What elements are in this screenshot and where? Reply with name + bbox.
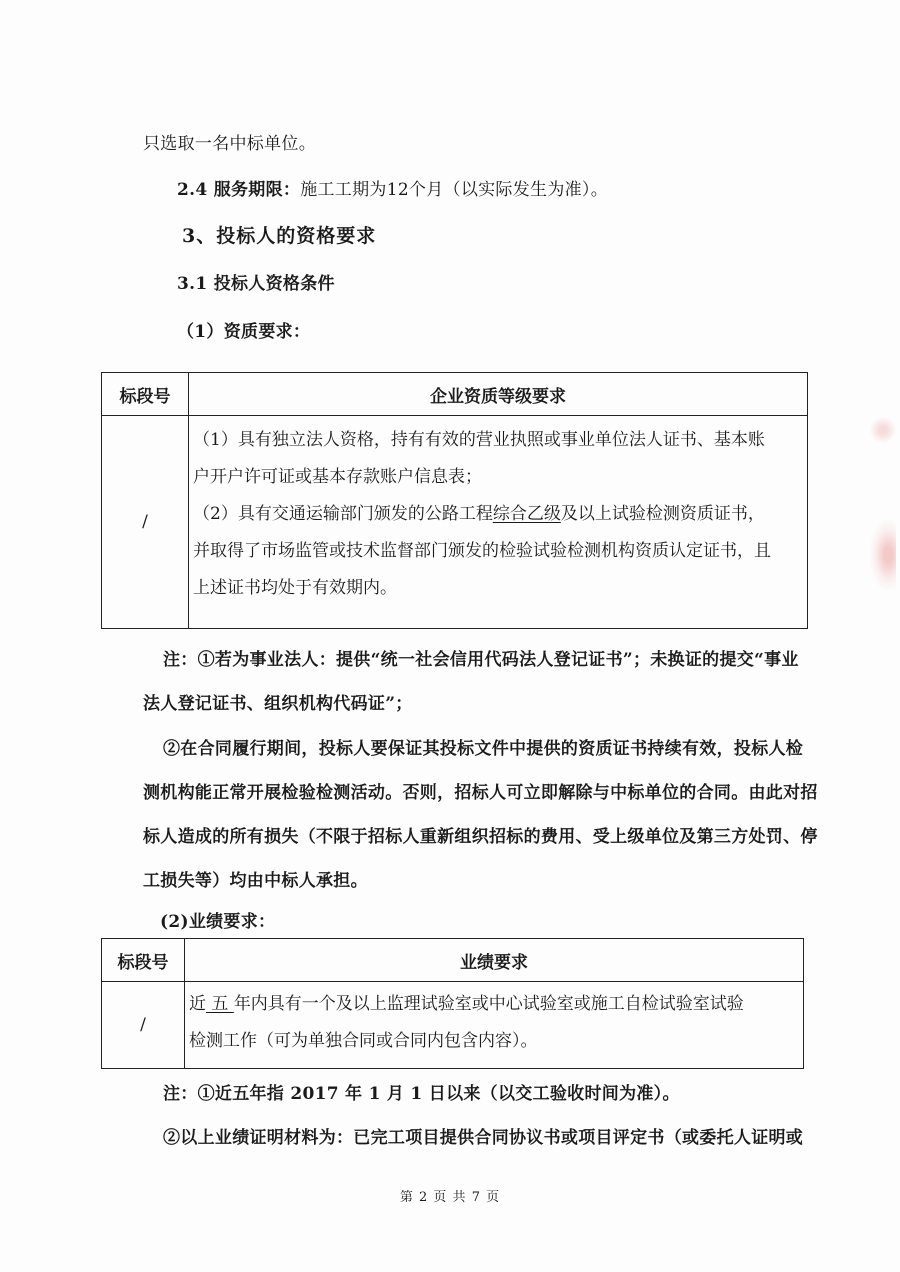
performance-line-2: 检测工作（可为单独合同或合同内包含内容）。 — [189, 1031, 538, 1051]
note-2-line-4: 工损失等）均由中标人承担。 — [143, 871, 368, 891]
paragraph-service-period — [177, 178, 608, 202]
table-header-row — [102, 939, 804, 982]
table-header-section-no: 标段号 — [102, 939, 185, 982]
performance-note-1: 注：①近五年指 2017 年 1 月 1 日以来（以交工验收时间为准）。 — [163, 1084, 680, 1104]
table-header-section-no: 标段号 — [102, 373, 189, 416]
performance-note-2: ②以上业绩证明材料为：已完工项目提供合同协议书或项目评定书（或委托人证明或 — [163, 1128, 804, 1148]
note-2-line-1: ②在合同履行期间，投标人要保证其投标文件中提供的资质证书持续有效，投标人检 — [163, 739, 804, 759]
note-2-line-2: 测机构能正常开展检验检测活动。否则，招标人可立即解除与中标单位的合同。由此对招 — [143, 783, 818, 803]
table-header-performance: 业绩要求 — [185, 939, 804, 982]
service-period-text: 施工工期为12个月（以实际发生为准）。 — [300, 180, 609, 200]
qualification-line-3 — [189, 496, 807, 533]
note-1-line-2: 法人登记证书、组织机构代码证”； — [143, 694, 413, 714]
table-header-row — [102, 373, 808, 416]
qualification-line-2: 户开户许可证或基本存款账户信息表； — [193, 467, 482, 487]
performance-line-1 — [185, 986, 803, 1023]
table-row — [102, 416, 808, 629]
qualification-line-4: 并取得了市场监管或技术监督部门颁发的检验试验检测机构资质认定证书，且 — [193, 541, 771, 561]
seal-fragment-top — [870, 416, 896, 444]
service-period-label: 2.4 服务期限： — [177, 180, 301, 200]
note-2-line-3: 标人造成的所有损失（不限于招标人重新组织招标的费用、受上级单位及第三方处罚、停 — [143, 827, 818, 847]
qualification-line-1: （1）具有独立法人资格，持有有效的营业执照或事业单位法人证书、基本账 — [193, 430, 765, 450]
qualification-table — [101, 372, 808, 629]
qualification-line-3-head: （2）具有交通运输部门颁发的公路工程 — [193, 504, 493, 524]
note-1-line-1: 注：①若为事业法人：提供“统一社会信用代码法人登记证书”；未换证的提交“事业 — [163, 650, 799, 670]
table-row — [102, 982, 804, 1069]
table-cell-performance — [185, 982, 804, 1069]
seal-fragment-edge — [870, 520, 896, 590]
qualification-grade: 综合乙级 — [492, 504, 561, 524]
page-footer: 第 2 页 共 7 页 — [399, 1190, 501, 1205]
performance-table — [101, 938, 804, 1069]
section-heading-3-1: 3.1 投标人资格条件 — [177, 274, 335, 294]
section-heading-3: 3、投标人的资格要求 — [182, 225, 377, 247]
performance-line-1-post: 年内具有一个及以上监理试验室或中心试验室或施工自检试验室试验 — [233, 994, 744, 1014]
performance-years: 五 — [206, 994, 234, 1014]
table-cell-section-no: / — [102, 416, 189, 629]
table-header-qualification: 企业资质等级要求 — [189, 373, 808, 416]
performance-line-1-pre: 近 — [189, 994, 206, 1014]
table-cell-qualification — [189, 416, 808, 629]
performance-heading: (2)业绩要求： — [160, 912, 276, 932]
qualification-heading: （1）资质要求： — [177, 322, 311, 342]
qualification-line-5: 上述证书均处于有效期内。 — [193, 578, 397, 598]
qualification-line-3-tail: 及以上试验检测资质证书， — [560, 504, 765, 524]
table-cell-section-no: / — [102, 982, 185, 1069]
paragraph-winner: 只选取一名中标单位。 — [143, 134, 316, 154]
